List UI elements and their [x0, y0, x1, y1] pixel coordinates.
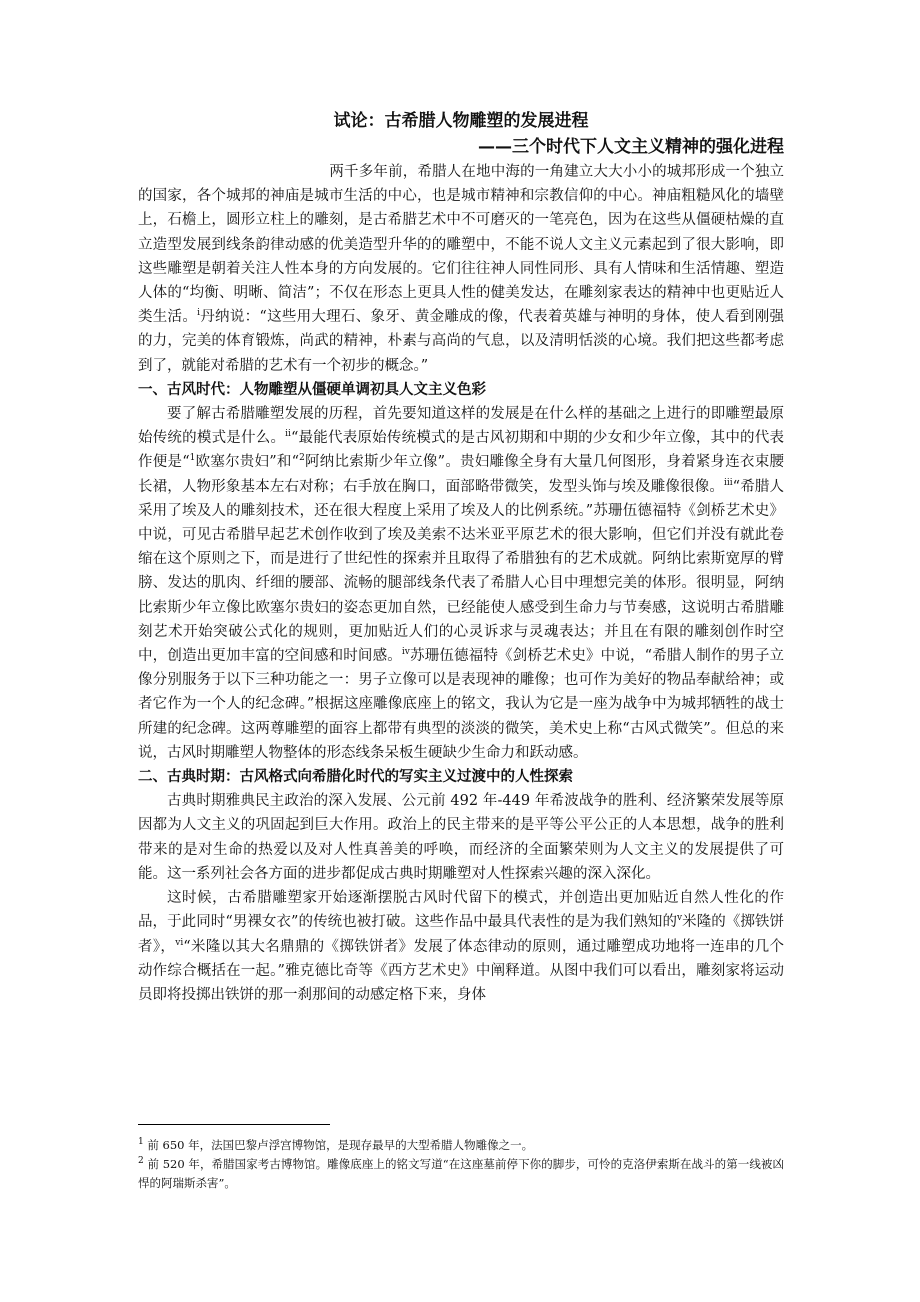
text-run: 阿纳比索斯少年立像”。贵妇雕像全身有大量几何图形，身着紧身连衣束腰长裙，人物形象基本左右对称；右手放在胸口，面部略带微笑，发型头饰与埃及雕像很像。	[138, 454, 784, 495]
text-run: 米隆的《掷铁饼者》，	[138, 914, 784, 955]
footnote-ref: 1	[189, 453, 196, 464]
text-run: 这时候，古希腊雕塑家开始逐渐摆脱古风时代留下的模式，并创造出更加贴近自然人性化的作品，于此同时“男裸女衣”的传统也被打破。这些作品中最具代表性的是为我们熟知的	[138, 890, 784, 931]
document-title: 试论：古希腊人物雕塑的发展进程	[333, 111, 589, 131]
footnote-text: 前 650 年，法国巴黎卢浮宫博物馆，是现存最早的大型希腊人物雕像之一。	[147, 1138, 534, 1152]
document-subtitle: ——三个时代下人文主义精神的强化进程	[478, 137, 784, 157]
endnote-ref: i	[197, 308, 200, 319]
footnote-2	[138, 1155, 784, 1193]
endnote-ref: iv	[401, 647, 410, 658]
footnote-1	[138, 1136, 784, 1155]
footnote-text: 前 520 年，希腊国家考古博物馆。雕像底座上的铭文写道“在这座墓前停下你的脚步，可怜的克洛伊索斯在战斗的第一线被凶悍的阿瑞斯杀害”。	[138, 1157, 784, 1190]
text-run: “最能代表原始传统模式的是古风初期和中期的少女和少年立像，其中的代表作便是“	[138, 430, 784, 471]
intro-paragraph	[138, 160, 784, 378]
text-run: 苏珊伍德福特《剑桥艺术史》中说，“希腊人制作的男子立像分别服务于以下三种功能之一：男子立像可以是表现神的雕像；也可作为美好的物品奉献给神；或者它作为一个人的纪念碑。”根据这座雕像底座上的铭文，我认为它是一座为战争中为城邦牺牲的战士所建的纪念碑。这两尊雕塑的面容上都带有典型的淡淡的微笑，美术史上称“古风式微笑”。但总的来说，古风时期雕塑人物整体的形态线条呆板生硬缺少生命力和跃动感。	[138, 648, 785, 761]
text-run: “米隆以其大名鼎鼎的《掷铁饼者》发展了体态律动的原则，通过雕塑成功地将一连串的几个动作综合概括在一起。”雅克德比奇等《西方艺术史》中阐释道。从图中我们可以看出，雕刻家将运动员即将投掷出铁饼的那一刹那间的动感定格下来，身体	[138, 938, 785, 1003]
endnote-ref: vi	[175, 937, 184, 948]
footnotes	[138, 1136, 784, 1193]
footnote-mark: 1	[138, 1137, 144, 1148]
section-2-heading: 二、古典时期：古风格式向希腊化时代的写实主义过渡中的人性探索	[138, 769, 573, 786]
section-1-heading: 一、古风时代：人物雕塑从僵硬单调初具人文主义色彩	[138, 381, 486, 398]
endnote-ref: iii	[724, 477, 733, 488]
footnote-mark: 2	[138, 1156, 144, 1167]
section-2-paragraph-1: 古典时期雅典民主政治的深入发展、公元前 492 年-449 年希波战争的胜利、经济繁荣发展等原因都为人文主义的巩固起到巨大作用。政治上的民主带来的是平等公平公正的人本思想，战争的胜利带来的是对生命的热爱以及对人性真善美的呼唤，而经济的全面繁荣则为人文主义的发展提供了可能。这一系列社会各方面的进步都促成古典时期雕塑对人性探索兴趣的深入深化。	[138, 793, 784, 882]
section-2-paragraph-2	[138, 886, 784, 1007]
endnote-ref: ii	[285, 429, 291, 440]
footnote-separator	[138, 1124, 330, 1125]
document-body	[138, 108, 784, 1007]
text-run: “希腊人采用了埃及人的雕刻技术，还在很大程度上采用了埃及人的比例系统。”苏珊伍德福特《剑桥艺术史》中说，可见古希腊早起艺术创作收到了埃及美索不达米亚平原艺术的很大影响，但它们并没有就此卷缩在这个原则之下，而是进行了世纪性的探索并且取得了希腊独有的艺术成就。阿纳比索斯宽厚的臂膀、发达的肌肉、纤细的腰部、流畅的腿部线条代表了希腊人心目中理想完美的体形。很明显，阿纳比索斯少年立像比欧塞尔贵妇的姿态更加自然，已经能使人感受到生命力与节奏感，这说明古希腊雕刻艺术开始突破公式化的规则，更加贴近人们的心灵诉求与灵魂表达；并且在有限的雕刻创作时空中，创造出更加丰富的空间感和时间感。	[138, 478, 785, 665]
text-run: 欧塞尔贵妇”和“	[195, 454, 300, 471]
intro-text: 两千多年前，希腊人在地中海的一角建立大大小小的城邦形成一个独立的国家，各个城邦的神庙是城市生活的中心，也是城市精神和宗教信仰的中心。神庙粗糙风化的墙壁上，石檐上，圆形立柱上的雕刻，是古希腊艺术中不可磨灭的一笔亮色，因为在这些从僵硬枯燥的直立造型发展到线条韵律动感的优美造型升华的的雕塑中，不能不说人文主义元素起到了很大影响，即这些雕塑是朝着关注人性本身的方向发展的。它们往往神人同性同形、具有人情味和生活情趣、塑造人体的“均衡、明晰、简洁”；不仅在形态上更具人性的健美发达，在雕刻家表达的精神中也更贴近人类生活。	[138, 164, 784, 326]
section-1-paragraph	[138, 402, 784, 765]
footnote-ref: 2	[299, 453, 305, 464]
intro-quote: 丹纳说：“这些用大理石、象牙、黄金雕成的像，代表着英雄与神明的身体，使人看到刚强的力，完美的体育锻炼，尚武的精神，朴素与高尚的气息，以及清明恬淡的心境。我们把这些都考虑到了，就能对希腊的艺术有一个初步的概念。”	[138, 309, 784, 374]
endnote-ref: v	[677, 913, 683, 924]
text-run: 要了解古希腊雕塑发展的历程，首先要知道这样的发展是在什么样的基础之上进行的即雕塑最原始传统的模式是什么。	[138, 406, 784, 447]
